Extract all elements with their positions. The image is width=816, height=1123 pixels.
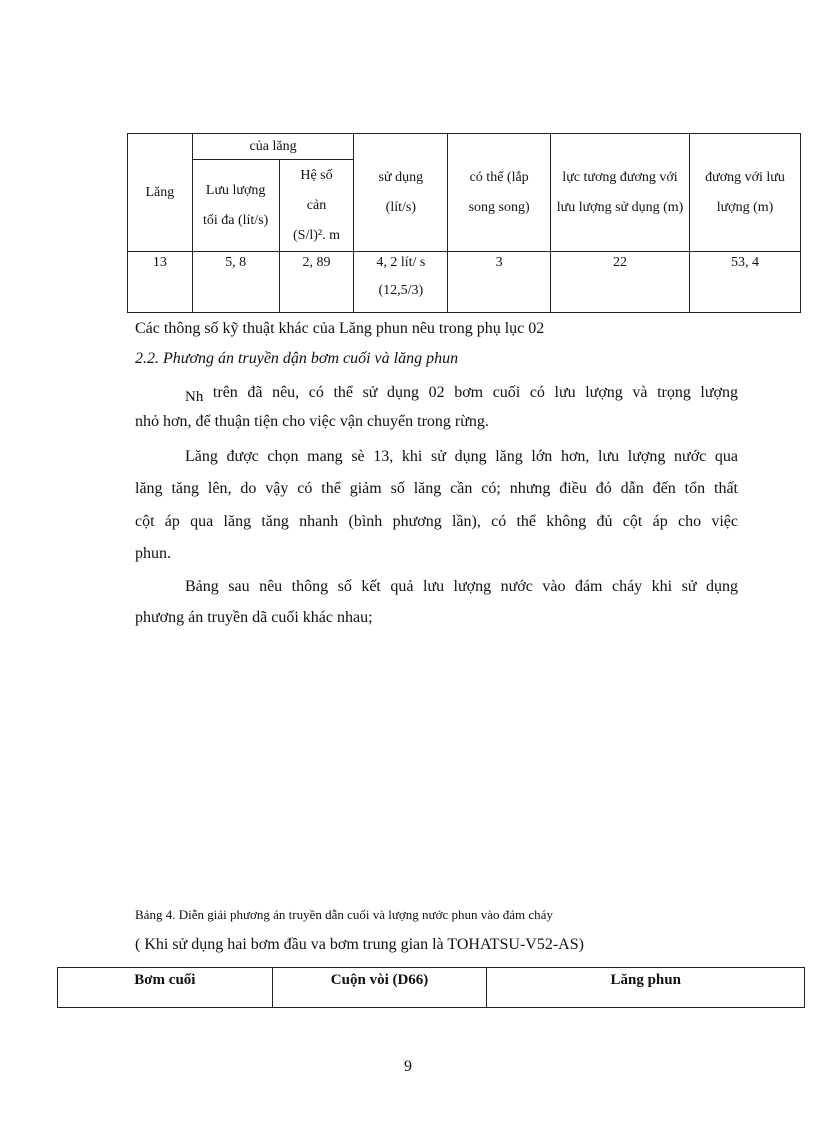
header-duong-voi: đương với lưu lượng (m) (690, 134, 801, 252)
header-lang-phun: Lăng phun (487, 968, 805, 1008)
paragraph-1-line-1: Nh trên đã nêu, có thể sử dụng 02 bơm cuối có lưu lượng và trọng lượng (185, 384, 738, 405)
nozzle-spec-table (127, 133, 801, 313)
transmission-table (57, 967, 805, 1008)
header-bom-cuoi: Bơm cuối (58, 968, 273, 1008)
paragraph-2-line-1: Lăng được chọn mang sè 13, khi sử dụng lăng lớn hơn, lưu lượng nước qua (185, 448, 738, 465)
paragraph-2-line-4: phun. (135, 545, 171, 562)
header-co-the: có thể (lắp song song) (448, 134, 551, 252)
table-caption: Bảng 4. Diễn giải phương án truyền dẫn cuối và lượng nước phun vào đám cháy (135, 907, 553, 922)
cell-luc-tuong: 22 (551, 252, 690, 313)
paragraph-3-line-1: Bảng sau nêu thông số kết quả lưu lượng nước vào đám cháy khi sử dụng (185, 578, 738, 595)
table-subcaption: ( Khi sử dụng hai bơm đầu va bơm trung gian là TOHATSU-V52-AS) (135, 936, 584, 953)
header-luu-luong: Lưu lượng tối đa (lít/s) (192, 160, 279, 252)
header-lang: Lăng (128, 134, 193, 252)
paragraph-2-line-3: cột áp qua lăng tăng nhanh (bình phương lần), có thể không đủ cột áp cho việc (135, 513, 738, 530)
spec-note: Các thông số kỹ thuật khác của Lăng phun nêu trong phụ lục 02 (135, 320, 545, 337)
header-cuon-voi: Cuộn vòi (D66) (272, 968, 487, 1008)
cell-co-the: 3 (448, 252, 551, 313)
cell-he-so: 2, 89 (279, 252, 354, 313)
paragraph-3-line-2: phương án truyền dã cuối khác nhau; (135, 609, 373, 626)
header-he-so: Hệ số cản (S/l)². m (279, 160, 354, 252)
header-su-dung: sử dụng (lít/s) (354, 134, 448, 252)
cell-duong-voi: 53, 4 (690, 252, 801, 313)
cell-luu-luong: 5, 8 (192, 252, 279, 313)
paragraph-1-line-2: nhỏ hơn, để thuận tiện cho việc vận chuyển trong rừng. (135, 413, 489, 430)
section-heading: 2.2. Phương án truyền dận bơm cuối và lăng phun (135, 350, 459, 367)
cell-lang: 13 (128, 252, 193, 313)
header-luc-tuong: lực tương đương với lưu lượng sử dụng (m) (551, 134, 690, 252)
header-group: của lăng (192, 134, 354, 160)
page-number: 9 (404, 1058, 412, 1075)
paragraph-2-line-2: lăng tăng lên, do vậy có thể giảm số lăng cần có; nhưng điều đó dẫn đến tổn thất (135, 480, 738, 497)
cell-su-dung: 4, 2 lít/ s (12,5/3) (354, 252, 448, 313)
